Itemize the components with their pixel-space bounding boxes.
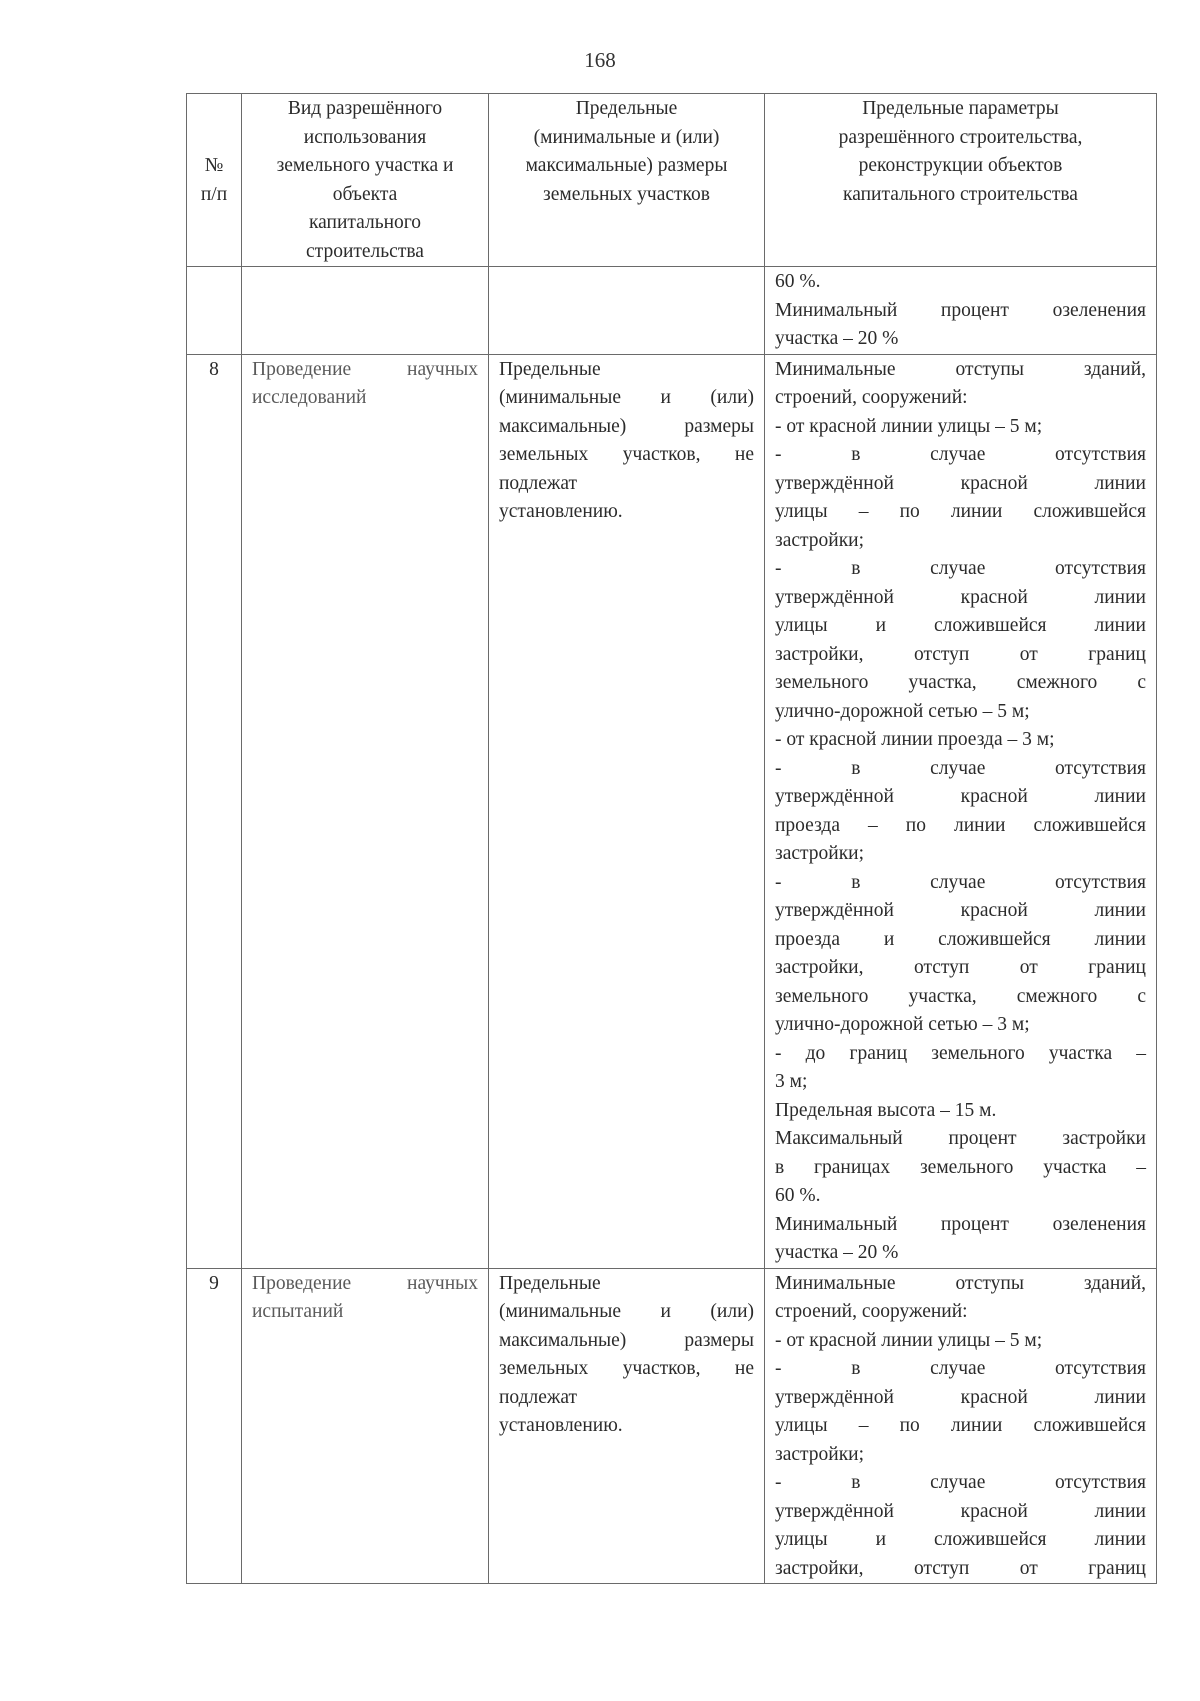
param-line: Максимальный процент застройки (775, 1128, 1146, 1149)
type-line: Проведение научных (252, 358, 478, 380)
header-line: капитального строительства (843, 183, 1078, 205)
param-line: строений, сооружений: (775, 387, 968, 408)
size-line: подлежат (499, 1386, 578, 1408)
cell-number (187, 267, 242, 355)
page-number: 168 (584, 48, 616, 72)
param-line: Минимальные отступы зданий, (775, 358, 1146, 380)
size-line: земельных участков, не (499, 1358, 754, 1379)
size-line: максимальные) размеры (499, 415, 754, 437)
param-line: застройки, отступ от границ (775, 1557, 1146, 1579)
param-line: утверждённой красной линии (775, 786, 1146, 807)
param-line: улично-дорожной сетью – 5 м; (775, 700, 1030, 722)
param-line: проезда и сложившейся линии (775, 928, 1146, 950)
table-row-9 (187, 1268, 1157, 1584)
size-line: земельных участков, не (499, 444, 754, 465)
header-size-cell (489, 94, 765, 267)
param-line: - в случае отсутствия (775, 1358, 1146, 1379)
type-line: исследований (252, 387, 367, 408)
param-line: утверждённой красной линии (775, 900, 1146, 921)
param-line: земельного участка, смежного с (775, 985, 1146, 1007)
param-line: Минимальный процент озеленения (775, 1213, 1146, 1235)
cell-number: 9 (187, 1268, 242, 1584)
cell-params (765, 1268, 1157, 1584)
size-line: (минимальные и (или) (499, 387, 754, 408)
param-line: строений, сооружений: (775, 1301, 968, 1322)
header-type-cell (242, 94, 489, 267)
param-line: проезда – по линии сложившейся (775, 814, 1146, 836)
header-line: реконструкции объектов (858, 155, 1063, 176)
cell-params (765, 354, 1157, 1268)
zoning-parameters-table (186, 93, 1157, 1584)
size-line: максимальные) размеры (499, 1329, 754, 1351)
header-line: разрешённого строительства, (838, 126, 1083, 148)
param-line: утверждённой красной линии (775, 1386, 1146, 1408)
param-line: Предельная высота – 15 м. (775, 1099, 997, 1121)
param-line: застройки, отступ от границ (775, 643, 1146, 665)
param-line: земельного участка, смежного с (775, 672, 1146, 693)
header-line: Предельные (575, 98, 678, 119)
header-params-cell (765, 94, 1157, 267)
header-line: строительства (306, 240, 424, 262)
size-line: Предельные (499, 358, 601, 380)
table-header-row (187, 94, 1157, 267)
cell-type (242, 1268, 489, 1584)
param-line: - в случае отсутствия (775, 1472, 1146, 1493)
header-line: объекта (332, 183, 398, 205)
header-line: земельных участков (543, 183, 710, 205)
param-line: в границах земельного участка – (775, 1156, 1146, 1178)
param-line: застройки, отступ от границ (775, 957, 1146, 978)
header-line: максимальные) размеры (525, 155, 728, 176)
size-line: Предельные (499, 1272, 601, 1294)
type-line: испытаний (252, 1301, 344, 1322)
param-line: утверждённой красной линии (775, 586, 1146, 608)
param-line: Минимальный процент озеленения (775, 299, 1146, 321)
cell-number: 8 (187, 354, 242, 1268)
param-line: застройки; (775, 1443, 865, 1465)
header-line: Вид разрешённого (287, 98, 443, 119)
size-line: установлению. (499, 501, 623, 522)
param-line: - от красной линии улицы – 5 м; (775, 415, 1043, 437)
param-line: 60 %. (775, 1185, 821, 1206)
table-row-8 (187, 354, 1157, 1268)
header-line: капитального (308, 212, 422, 233)
param-line: Минимальные отступы зданий, (775, 1272, 1146, 1294)
cell-size (489, 1268, 765, 1584)
param-line: 3 м; (775, 1071, 808, 1092)
param-line: - от красной линии проезда – 3 м; (775, 729, 1055, 750)
cell-size (489, 354, 765, 1268)
param-line: застройки; (775, 529, 865, 551)
header-line: № (204, 155, 224, 176)
param-line: улицы – по линии сложившейся (775, 501, 1146, 522)
param-line: улично-дорожной сетью – 3 м; (775, 1014, 1030, 1035)
table-row-continuation (187, 267, 1157, 355)
cell-size (489, 267, 765, 355)
type-line: Проведение научных (252, 1272, 478, 1294)
size-line: установлению. (499, 1415, 623, 1436)
param-line: утверждённой красной линии (775, 472, 1146, 494)
header-number-cell (187, 94, 242, 267)
param-line: утверждённой красной линии (775, 1500, 1146, 1522)
param-line: участка – 20 % (775, 328, 899, 349)
header-line: использования (303, 126, 427, 148)
param-line: участка – 20 % (775, 1242, 899, 1263)
param-line: улицы и сложившейся линии (775, 615, 1146, 636)
param-line: 60 %. (775, 271, 821, 292)
param-line: - до границ земельного участка – (775, 1042, 1146, 1064)
cell-params (765, 267, 1157, 355)
param-line: - в случае отсутствия (775, 757, 1146, 779)
param-line: - в случае отсутствия (775, 871, 1146, 893)
header-line: (минимальные и (или) (533, 126, 720, 148)
header-line: земельного участка и (276, 155, 454, 176)
param-line: застройки; (775, 843, 865, 864)
param-line: улицы – по линии сложившейся (775, 1415, 1146, 1436)
param-line: улицы и сложившейся линии (775, 1529, 1146, 1550)
cell-type (242, 354, 489, 1268)
param-line: - в случае отсутствия (775, 444, 1146, 465)
size-line: подлежат (499, 472, 578, 494)
size-line: (минимальные и (или) (499, 1301, 754, 1322)
param-line: - от красной линии улицы – 5 м; (775, 1329, 1043, 1351)
header-line: п/п (200, 183, 228, 205)
cell-type (242, 267, 489, 355)
param-line: - в случае отсутствия (775, 558, 1146, 579)
header-line: Предельные параметры (862, 98, 1059, 119)
